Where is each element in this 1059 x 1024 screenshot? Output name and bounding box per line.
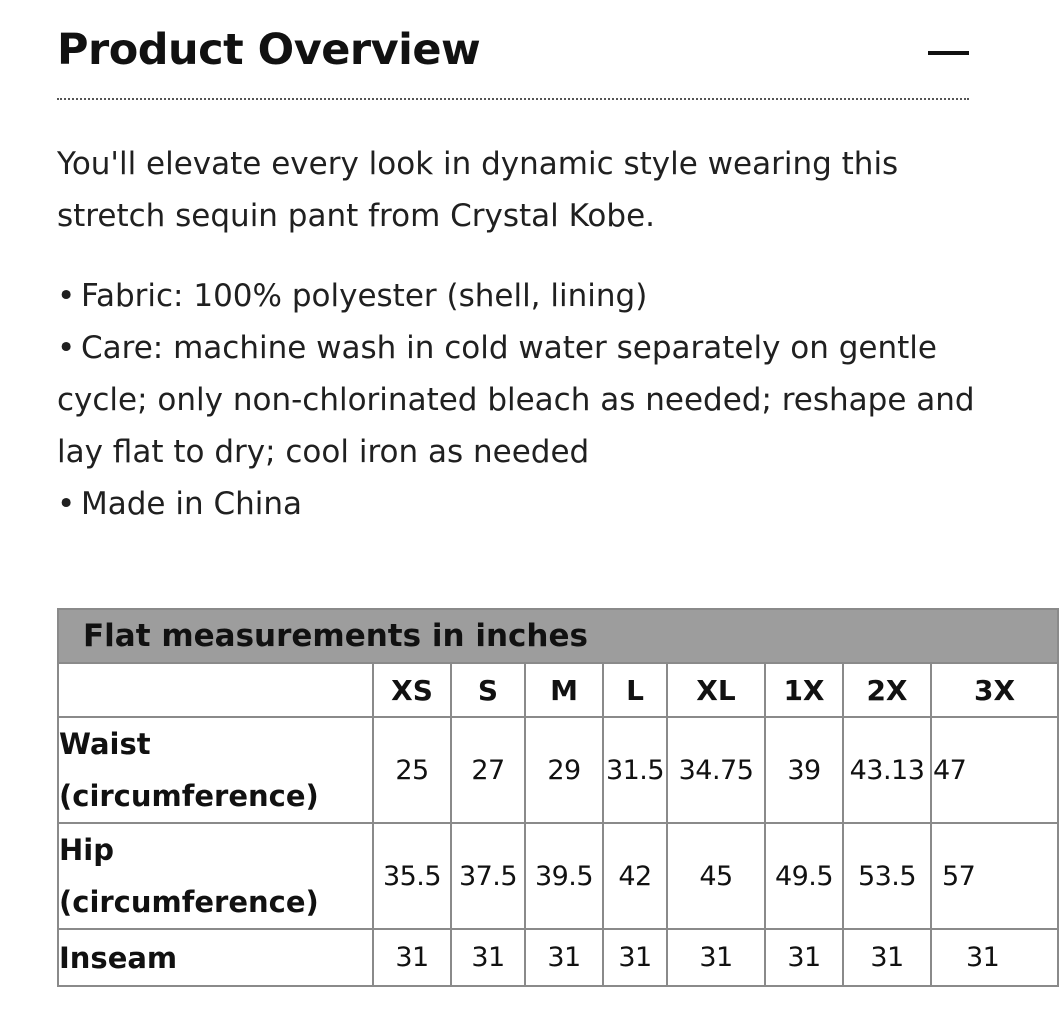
table-caption: Flat measurements in inches <box>58 609 1058 663</box>
table-cell: 49.5 <box>765 823 843 929</box>
product-details-list <box>57 270 987 530</box>
table-cell: 31.5 <box>603 717 667 823</box>
size-header-2x: 2X <box>843 663 931 717</box>
size-table-scroll-container[interactable] <box>57 608 1016 988</box>
table-row <box>58 717 1058 823</box>
table-cell: 25 <box>373 717 451 823</box>
size-header-1x: 1X <box>765 663 843 717</box>
list-item <box>57 478 987 530</box>
table-cell: 31 <box>765 929 843 986</box>
size-header-xl: XL <box>667 663 765 717</box>
minus-icon <box>928 51 969 55</box>
row-label-line: Waist <box>59 727 151 761</box>
product-description: You'll elevate every look in dynamic style wearing this stretch sequin pant from Crystal Kobe. <box>57 146 899 234</box>
table-cell: 39 <box>765 717 843 823</box>
bullet-symbol: • <box>57 486 76 522</box>
row-label-line: Inseam <box>59 940 178 975</box>
table-cell: 31 <box>931 929 1058 986</box>
size-header-s: S <box>451 663 525 717</box>
table-row <box>58 823 1058 929</box>
dotted-divider <box>57 98 969 100</box>
size-chart-table <box>57 608 1059 987</box>
section-title: Product Overview <box>57 25 481 75</box>
bullet-symbol: • <box>57 330 76 366</box>
table-row <box>58 929 1058 986</box>
table-cell: 35.5 <box>373 823 451 929</box>
list-item <box>57 322 987 478</box>
table-cell: 31 <box>373 929 451 986</box>
table-cell: 47 <box>931 717 1058 823</box>
row-label-inseam <box>58 929 373 986</box>
table-cell: 43.13 <box>843 717 931 823</box>
bullet-symbol: • <box>57 278 76 314</box>
row-label-line: (circumference) <box>59 779 319 813</box>
table-cell: 57 <box>931 823 1058 929</box>
size-header-3x: 3X <box>931 663 1058 717</box>
origin-detail: Made in China <box>81 486 303 522</box>
table-cell: 34.75 <box>667 717 765 823</box>
row-label-hip <box>58 823 373 929</box>
table-cell: 31 <box>667 929 765 986</box>
row-label-line: Hip <box>59 833 114 867</box>
table-cell: 37.5 <box>451 823 525 929</box>
product-overview-header[interactable] <box>57 18 969 80</box>
care-detail: Care: machine wash in cold water separately on gentle cycle; only non-chlorinated bleach as needed; reshape and lay flat to dry; cool iron as needed <box>57 330 975 470</box>
size-header-l: L <box>603 663 667 717</box>
table-cell: 53.5 <box>843 823 931 929</box>
table-cell: 29 <box>525 717 603 823</box>
row-label-line: (circumference) <box>59 885 319 919</box>
fabric-detail: Fabric: 100% polyester (shell, lining) <box>81 278 648 314</box>
table-cell: 45 <box>667 823 765 929</box>
table-cell: 31 <box>451 929 525 986</box>
table-cell: 31 <box>525 929 603 986</box>
table-cell: 31 <box>843 929 931 986</box>
size-header-xs: XS <box>373 663 451 717</box>
table-cell: 42 <box>603 823 667 929</box>
row-label-waist <box>58 717 373 823</box>
collapse-button[interactable] <box>925 30 969 74</box>
table-cell: 39.5 <box>525 823 603 929</box>
table-cell: 27 <box>451 717 525 823</box>
table-cell: 31 <box>603 929 667 986</box>
size-header-m: M <box>525 663 603 717</box>
corner-cell <box>58 663 373 717</box>
list-item <box>57 270 987 322</box>
